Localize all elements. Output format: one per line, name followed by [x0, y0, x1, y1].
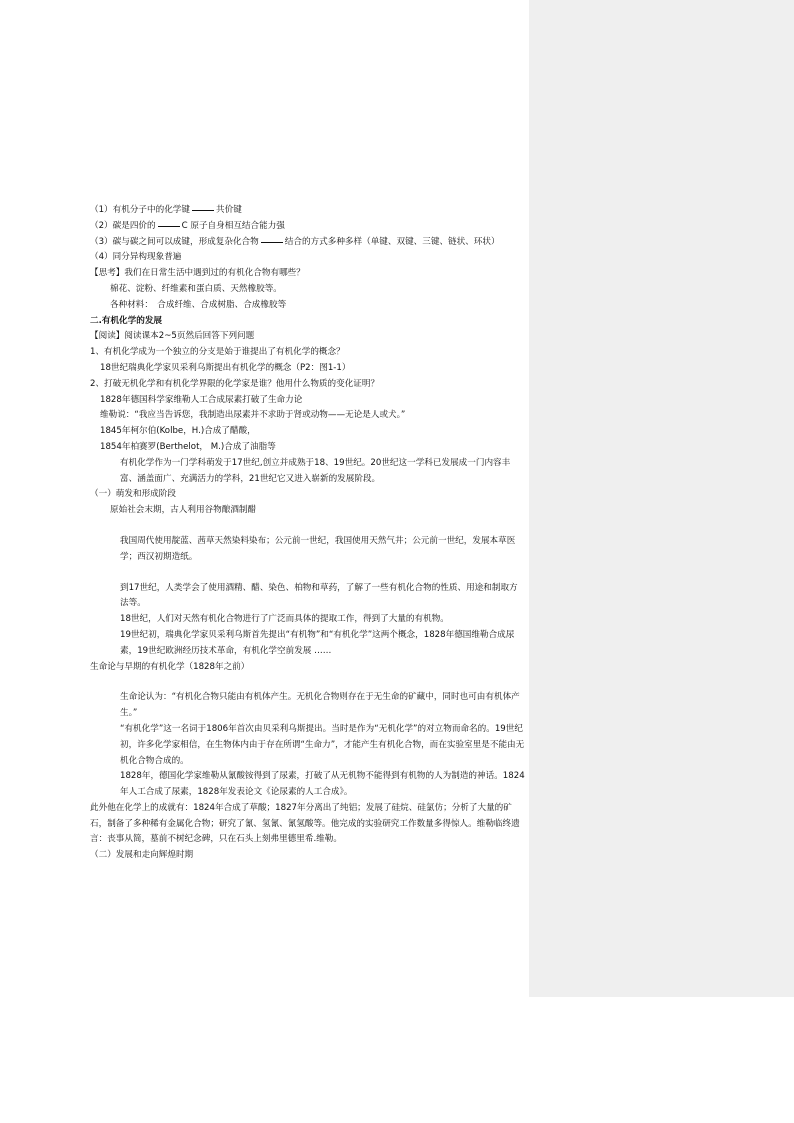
- think-answer-1: 棉花、淀粉、纤维素和蛋白质、天然橡胶等。: [110, 283, 282, 294]
- term-origin-paragraph: “有机化学”这一名词于1806年首次由贝采利乌斯提出。当时是作为“无机化学”的对立物而命名的。19世纪初，许多化学家相信，在生物体内由于存在所谓“生命力”，才能产生有机化合物，而在实验室里是不能由无机化合物合成的。: [120, 723, 525, 766]
- answer-2-line-1: 1828年德国科学家维勒人工合成尿素打破了生命力论: [100, 394, 303, 405]
- answer-2-quote: 维勒说：“我应当告诉您，我制造出尿素并不求助于肾或动物——无论是人或犬。”: [100, 410, 406, 421]
- spacer: [90, 566, 526, 581]
- subsection-1-heading: （一）萌发和形成阶段: [90, 489, 176, 500]
- point-4: （4）同分异构现象普遍: [90, 252, 182, 263]
- blank-line: [158, 226, 180, 227]
- spacer: [90, 519, 526, 534]
- document-body: [90, 203, 526, 864]
- wohler-achievements-paragraph: 此外他在化学上的成就有：1824年合成了草酸；1827年分离出了纯铝；发展了硅烷、硅氯仿；分析了大量的矿石，制备了多种稀有金属化合物；研究了氰、氢氰、氰氢酸等。他完成的实验研究工作数量多得惊人。维勒临终遗言：丧事从简，墓前不树纪念碑，只在石头上刻弗里德里希.维勒。: [90, 802, 520, 845]
- century-18-paragraph: 18世纪，人们对天然有机化合物进行了广泛而具体的提取工作，得到了大量的有机物。: [120, 614, 449, 625]
- point-1: （1）有机分子中的化学键 共价键: [90, 205, 242, 215]
- vitalism-paragraph: 生命论认为：“有机化合物只能由有机体产生。无机化合物则存在于无生命的矿藏中，同时也可由有机体产生。”: [120, 692, 520, 719]
- answer-2-line-3: 1845年柯尔伯(Kolbe，H.)合成了醋酸，: [100, 426, 256, 437]
- think-answer-2: 各种材料： 合成纤维、合成树脂、合成橡胶等: [110, 299, 287, 310]
- point-3: （3）碳与碳之间可以成键，形成复杂化合物 结合的方式多种多样（单键、双键、三键、链状、环状）: [90, 236, 500, 247]
- question-1: 1、有机化学成为一个独立的分支是始于谁提出了有机化学的概念？: [90, 347, 345, 358]
- intro-paragraph: 有机化学作为一门学科萌发于17世纪,创立并成熟于18、19世纪。20世纪这一学科已发展成一门内容丰富、涵盖面广、充满活力的学科，21世纪它又进入崭新的发展阶段。: [120, 457, 511, 484]
- reading-task: 【阅读】阅读课本2~5页然后回答下列问题: [90, 331, 255, 342]
- blank-line: [192, 210, 214, 211]
- subsection-2-heading: （二）发展和走向辉煌时期: [90, 850, 194, 861]
- zhou-dynasty-paragraph: 我国周代使用靛蓝、茜草天然染料染布；公元前一世纪，我国使用天然气井；公元前一世纪，发展本草医学；西汉初期造纸。: [120, 535, 516, 562]
- comment-margin: [529, 0, 794, 997]
- question-2: 2、打破无机化学和有机化学界限的化学家是谁？他用什么物质的变化证明？: [90, 378, 380, 389]
- answer-1: 18世纪瑞典化学家贝采利乌斯提出有机化学的概念（P2：图1-1）: [100, 362, 351, 373]
- vitalism-heading: 生命论与早期的有机化学（1828年之前）: [90, 661, 250, 672]
- section-heading: 二.有机化学的发展: [90, 315, 163, 326]
- century-17-paragraph: 到17世纪，人类学会了使用酒精、醋、染色、柏物和草药，了解了一些有机化合物的性质、用途和制取方法等。: [120, 582, 518, 609]
- century-19-paragraph: 19世纪初，瑞典化学家贝采利乌斯首先提出“有机物”和“有机化学”这两个概念，1828年德国维勒合成尿素，19世纪欧洲经历技术革命，有机化学空前发展 ……: [120, 629, 515, 656]
- think-question: 【思考】我们在日常生活中遇到过的有机化合物有哪些？: [90, 268, 305, 279]
- answer-2-line-4: 1854年柏赛罗(Berthelot， M.)合成了油脂等: [100, 441, 276, 452]
- spacer: [90, 675, 526, 690]
- origin-paragraph: 原始社会末期，古人利用谷物酿酒制醋: [110, 505, 257, 516]
- wohler-paragraph: 1828年，德国化学家维勒从氰酸铵得到了尿素，打破了从无机物不能得到有机物的人为制造的神话。1824年人工合成了尿素，1828年发表论文《论尿素的人工合成》。: [120, 771, 525, 798]
- point-2: （2）碳是四价的 C 原子自身相互结合能力强: [90, 220, 285, 231]
- blank-line: [261, 242, 283, 243]
